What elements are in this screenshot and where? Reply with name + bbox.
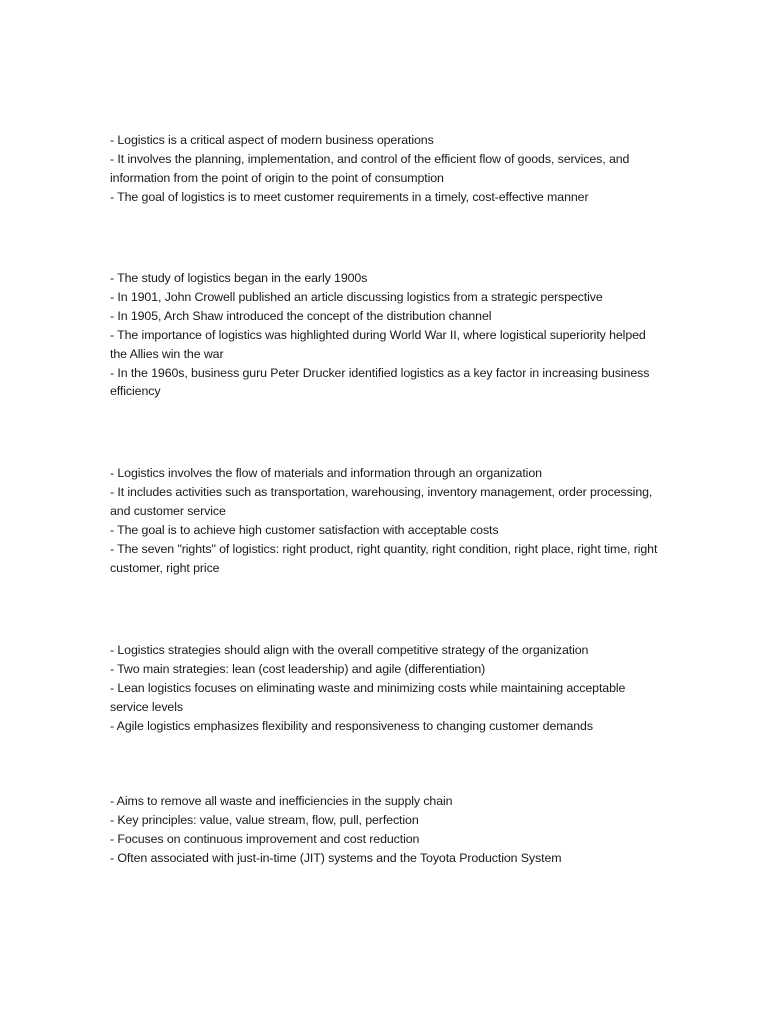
bullet-line: - The study of logistics began in the early 1900s xyxy=(110,271,368,285)
bullet-line: - The goal of logistics is to meet customer requirements in a timely, cost-effective manner xyxy=(110,189,589,204)
bullet-line: - In 1905, Arch Shaw introduced the concept of the distribution channel xyxy=(110,308,492,323)
bullet-line: - The seven "rights" of logistics: right product, right quantity, right condition, right place, right time, right customer, right price xyxy=(110,541,658,575)
bullet-line: - In 1901, John Crowell published an article discussing logistics from a strategic perspective xyxy=(110,289,603,304)
bullet-line: - Focuses on continuous improvement and cost reduction xyxy=(110,831,420,846)
bullet-line: - The goal is to achieve high customer satisfaction with acceptable costs xyxy=(110,522,499,537)
section-lean-logistics xyxy=(110,792,658,868)
bullet-line: - In the 1960s, business guru Peter Drucker identified logistics as a key factor in increasing business efficiency xyxy=(110,365,650,399)
bullet-line: - Two main strategies: lean (cost leadership) and agile (differentiation) xyxy=(110,661,486,676)
section-logistics-history xyxy=(110,269,658,401)
bullet-line: - Often associated with just-in-time (JIT) systems and the Toyota Production System xyxy=(110,850,562,865)
bullet-line: - Logistics strategies should align with the overall competitive strategy of the organization xyxy=(110,643,589,657)
section-logistics-activities xyxy=(110,464,658,577)
section-logistics-strategies xyxy=(110,641,658,736)
section-logistics-overview xyxy=(110,131,658,207)
bullet-line: - The importance of logistics was highlighted during World War II, where logistical superiority helped the Allies win the war xyxy=(110,327,646,361)
bullet-line: - Agile logistics emphasizes flexibility and responsiveness to changing customer demands xyxy=(110,718,593,733)
bullet-line: - It involves the planning, implementation, and control of the efficient flow of goods, services, and information from the point of origin to the point of consumption xyxy=(110,151,630,185)
bullet-line: - Key principles: value, value stream, flow, pull, perfection xyxy=(110,812,419,827)
bullet-line: - Logistics involves the flow of materials and information through an organization xyxy=(110,466,542,480)
bullet-line: - It includes activities such as transportation, warehousing, inventory management, order processing, and customer service xyxy=(110,484,653,518)
bullet-line: - Aims to remove all waste and inefficiencies in the supply chain xyxy=(110,794,453,808)
bullet-line: - Logistics is a critical aspect of modern business operations xyxy=(110,133,434,147)
bullet-line: - Lean logistics focuses on eliminating waste and minimizing costs while maintaining acceptable service levels xyxy=(110,680,626,714)
